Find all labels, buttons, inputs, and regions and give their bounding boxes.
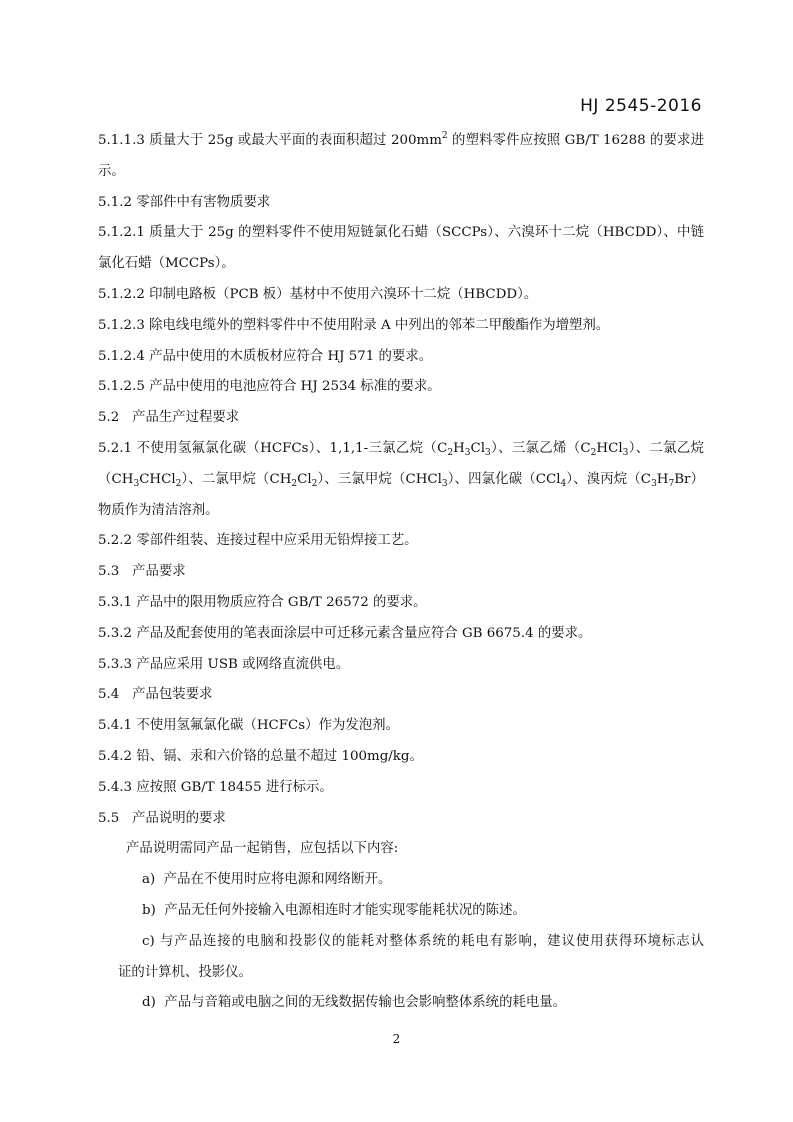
instruction-item-d: d) 产品与音箱或电脑之间的无线数据传输也会影响整体系统的耗电量。: [142, 995, 567, 1011]
clause-5-4-3: 5.4.3 应按照 GB/T 18455 进行标示。: [98, 779, 333, 795]
clause-5-1-2-1: 5.1.2.1 质量大于 25g 的塑料零件不使用短链氯化石蜡（SCCPs）、六溴环十二烷（HBCDD）、中链: [98, 225, 704, 241]
section-5-5-heading: 5.5 产品说明的要求: [98, 810, 226, 826]
instruction-item-c: c) 与产品连接的电脑和投影仪的能耗对整体系统的耗电有影响，建议使用获得环境标志认: [142, 933, 704, 949]
clause-5-3-3: 5.3.3 产品应采用 USB 或网络直流供电。: [98, 656, 350, 672]
clause-5-3-1: 5.3.1 产品中的限用物质应符合 GB/T 26572 的要求。: [98, 594, 427, 610]
section-5-2-heading: 5.2 产品生产过程要求: [98, 410, 240, 426]
clause-5-1-2-5: 5.1.2.5 产品中使用的电池应符合 HJ 2534 标准的要求。: [98, 379, 441, 395]
clause-5-2-1: 5.2.1 不使用氢氟氯化碳（HCFCs）、1,1,1-三氯乙烷$(C_2H_3Cl_3)$、三氯乙烯$(C_2HCl_3)$、二氯乙烷: [98, 440, 704, 458]
clause-5-3-2: 5.3.2 产品及配套使用的笔表面涂层中可迁移元素含量应符合 GB 6675.4 的要求。: [98, 625, 592, 641]
section-5-1-2-heading: 5.1.2 零部件中有害物质要求: [98, 194, 271, 210]
clause-5-4-1: 5.4.1 不使用氢氟氯化碳（HCFCs）作为发泡剂。: [98, 718, 399, 734]
clause-5-1-1-3: 5.1.1.3 质量大于 25g 或最大平面的表面积超过 $200mm^2$ 的塑料零件应按照 GB/T 16288 的要求进: [98, 131, 704, 148]
clause-5-1-2-4: 5.1.2.4 产品中使用的木质板材应符合 HJ 571 的要求。: [98, 348, 433, 364]
instruction-item-b: b) 产品无任何外接输入电源相连时才能实现零能耗状况的陈述。: [142, 902, 526, 918]
document-code: HJ 2545-2016: [580, 96, 702, 116]
clause-5-2-2: 5.2.2 零部件组装、连接过程中应采用无铅焊接工艺。: [98, 533, 418, 549]
page-number: 2: [392, 1032, 401, 1046]
instruction-item-c-cont: 证的计算机、投影仪。: [118, 964, 252, 980]
section-5-3-heading: 5.3 产品要求: [98, 564, 186, 580]
instructions-intro: 产品说明需同产品一起销售，应包括以下内容:: [126, 841, 399, 857]
section-5-4-heading: 5.4 产品包装要求: [98, 687, 213, 703]
clause-5-1-2-3: 5.1.2.3 除电线电缆外的塑料零件中不使用附录 A 中列出的邻苯二甲酸酯作为增塑剂。: [98, 317, 610, 333]
clause-5-1-2-1-cont: 氯化石蜡（MCCPs）。: [98, 256, 235, 272]
clause-5-4-2: 5.4.2 铅、镉、汞和六价铬的总量不超过 100mg/kg。: [98, 748, 423, 764]
clause-5-2-1-cont2: 物质作为清洁溶剂。: [98, 502, 219, 518]
instruction-item-a: a) 产品在不使用时应将电源和网络断开。: [142, 872, 392, 888]
clause-5-1-1-3-cont: 示。: [98, 163, 125, 179]
document-body: [98, 126, 704, 1019]
clause-5-1-2-2: 5.1.2.2 印制电路板（PCB 板）基材中不使用六溴环十二烷（HBCDD）。: [98, 286, 538, 302]
clause-5-2-1-cont: $(CH_3CHCl_2)$、二氯甲烷$(CH_2Cl_2)$、三氯甲烷（CHCl$_3$）、四氯化碳（CCl$_4$）、溴丙烷$(C_3H_7Br)$: [98, 471, 704, 489]
